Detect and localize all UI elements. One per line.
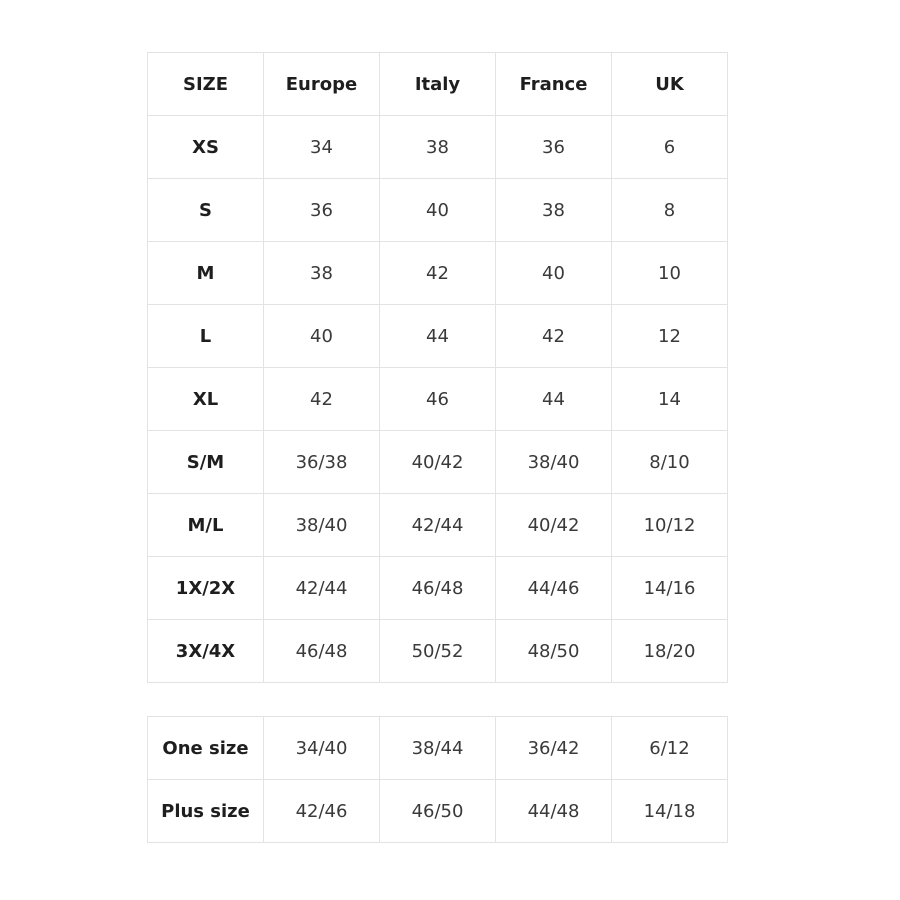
europe-value: 42/44 xyxy=(264,557,380,620)
column-header-france: France xyxy=(496,53,612,116)
table-row xyxy=(148,242,728,305)
table-row xyxy=(148,116,728,179)
size-label: M/L xyxy=(148,494,264,557)
uk-value: 14 xyxy=(612,368,728,431)
size-label: L xyxy=(148,305,264,368)
italy-value: 46 xyxy=(380,368,496,431)
europe-value: 36 xyxy=(264,179,380,242)
europe-value: 38 xyxy=(264,242,380,305)
france-value: 42 xyxy=(496,305,612,368)
table-row xyxy=(148,431,728,494)
italy-value: 38/44 xyxy=(380,717,496,780)
special-size-table xyxy=(147,716,728,843)
size-label: One size xyxy=(148,717,264,780)
france-value: 44 xyxy=(496,368,612,431)
uk-value: 8 xyxy=(612,179,728,242)
uk-value: 12 xyxy=(612,305,728,368)
column-header-italy: Italy xyxy=(380,53,496,116)
italy-value: 46/48 xyxy=(380,557,496,620)
table-row xyxy=(148,620,728,683)
france-value: 48/50 xyxy=(496,620,612,683)
europe-value: 34/40 xyxy=(264,717,380,780)
size-label: 1X/2X xyxy=(148,557,264,620)
france-value: 44/48 xyxy=(496,780,612,843)
table-row xyxy=(148,780,728,843)
italy-value: 42/44 xyxy=(380,494,496,557)
france-value: 36/42 xyxy=(496,717,612,780)
size-label: M xyxy=(148,242,264,305)
column-header-size: SIZE xyxy=(148,53,264,116)
uk-value: 6/12 xyxy=(612,717,728,780)
uk-value: 14/16 xyxy=(612,557,728,620)
italy-value: 44 xyxy=(380,305,496,368)
italy-value: 42 xyxy=(380,242,496,305)
column-header-europe: Europe xyxy=(264,53,380,116)
france-value: 40 xyxy=(496,242,612,305)
italy-value: 38 xyxy=(380,116,496,179)
column-header-uk: UK xyxy=(612,53,728,116)
size-label: 3X/4X xyxy=(148,620,264,683)
table-row xyxy=(148,179,728,242)
uk-value: 10 xyxy=(612,242,728,305)
table-row xyxy=(148,717,728,780)
uk-value: 18/20 xyxy=(612,620,728,683)
europe-value: 46/48 xyxy=(264,620,380,683)
size-conversion-table xyxy=(147,52,728,683)
size-label: Plus size xyxy=(148,780,264,843)
europe-value: 38/40 xyxy=(264,494,380,557)
size-label: XS xyxy=(148,116,264,179)
uk-value: 6 xyxy=(612,116,728,179)
table-row xyxy=(148,368,728,431)
france-value: 38 xyxy=(496,179,612,242)
europe-value: 40 xyxy=(264,305,380,368)
italy-value: 50/52 xyxy=(380,620,496,683)
europe-value: 42 xyxy=(264,368,380,431)
europe-value: 34 xyxy=(264,116,380,179)
italy-value: 46/50 xyxy=(380,780,496,843)
france-value: 38/40 xyxy=(496,431,612,494)
uk-value: 8/10 xyxy=(612,431,728,494)
table-header-row xyxy=(148,53,728,116)
table-row xyxy=(148,305,728,368)
size-label: S xyxy=(148,179,264,242)
france-value: 44/46 xyxy=(496,557,612,620)
table-row xyxy=(148,557,728,620)
europe-value: 42/46 xyxy=(264,780,380,843)
italy-value: 40/42 xyxy=(380,431,496,494)
size-label: S/M xyxy=(148,431,264,494)
uk-value: 14/18 xyxy=(612,780,728,843)
table-row xyxy=(148,494,728,557)
europe-value: 36/38 xyxy=(264,431,380,494)
size-label: XL xyxy=(148,368,264,431)
france-value: 36 xyxy=(496,116,612,179)
france-value: 40/42 xyxy=(496,494,612,557)
italy-value: 40 xyxy=(380,179,496,242)
uk-value: 10/12 xyxy=(612,494,728,557)
